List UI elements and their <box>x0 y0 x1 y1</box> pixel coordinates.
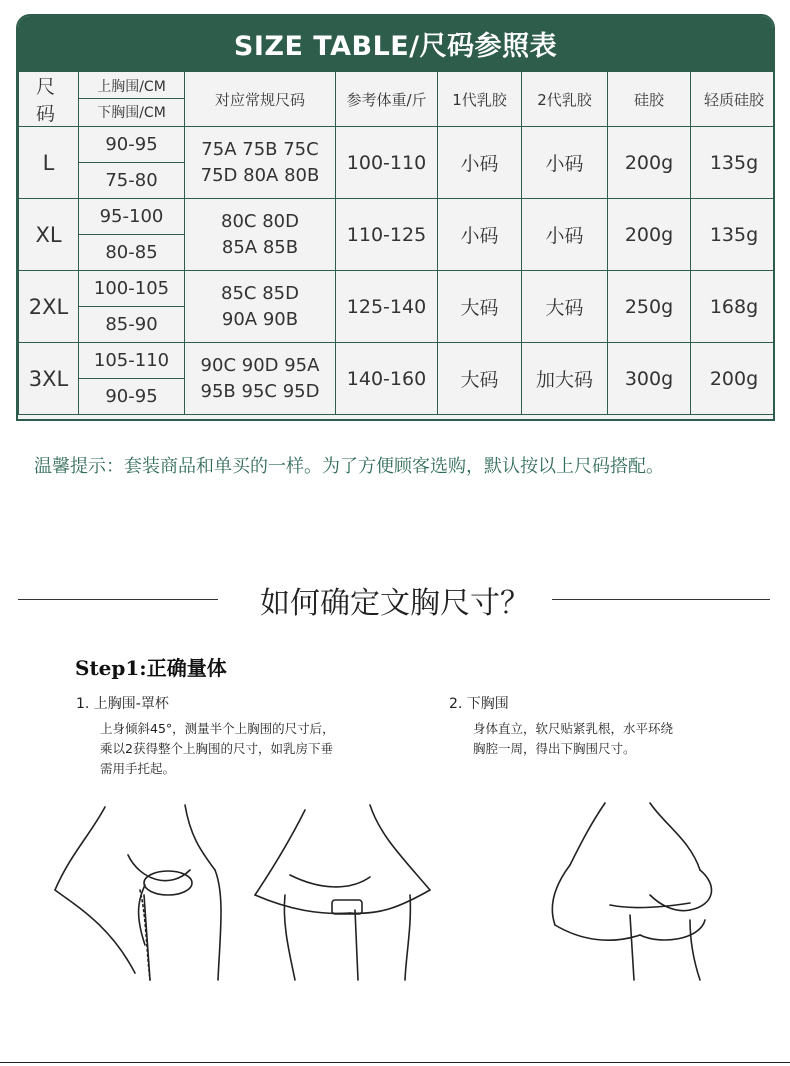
instruction-under-bust <box>449 693 749 759</box>
under-bust-value: 75-80 <box>79 163 185 199</box>
light-silicone-value: 135g <box>691 127 776 199</box>
header-latex1: 1代乳胶 <box>438 72 522 127</box>
header-size: 尺 码 <box>19 72 79 127</box>
divider-left <box>18 599 218 600</box>
latex1-value: 大码 <box>438 271 522 343</box>
silicone-value: 250g <box>608 271 691 343</box>
instruction-heading: 1. 上胸围-罩杯 <box>76 696 169 712</box>
figure-upper-bust-back <box>255 805 430 980</box>
figure-upper-bust-front <box>55 805 221 980</box>
latex2-value: 小码 <box>522 127 608 199</box>
header-regular-size: 对应常规尺码 <box>185 72 336 127</box>
instruction-body: 上身倾斜45°，测量半个上胸围的尺寸后， 乘以2获得整个上胸围的尺寸，如乳房下垂 需用手托起。 <box>100 721 335 776</box>
figure-under-bust <box>552 803 711 980</box>
header-bust <box>79 72 185 127</box>
light-silicone-value: 135g <box>691 199 776 271</box>
header-under-bust: 下胸围/CM <box>97 105 166 121</box>
header-latex2: 2代乳胶 <box>522 72 608 127</box>
regular-size-value: 85C 85D 90A 90B <box>185 271 336 343</box>
latex2-value: 加大码 <box>522 343 608 415</box>
row-size: L <box>19 127 79 199</box>
row-size: 3XL <box>19 343 79 415</box>
header-upper-bust: 上胸围/CM <box>79 73 184 99</box>
how-to-title-row <box>18 578 770 622</box>
tip-text: 温馨提示：套装商品和单买的一样。为了方便顾客选购，默认按以上尺码搭配。 <box>34 456 664 477</box>
weight-value: 100-110 <box>336 127 438 199</box>
latex1-value: 小码 <box>438 127 522 199</box>
weight-value: 125-140 <box>336 271 438 343</box>
header-silicone: 硅胶 <box>608 72 691 127</box>
under-bust-value: 90-95 <box>79 379 185 415</box>
instruction-heading: 2. 下胸围 <box>449 696 509 712</box>
table-row <box>19 271 776 307</box>
header-light-silicone: 轻质硅胶 <box>691 72 776 127</box>
under-bust-value: 80-85 <box>79 235 185 271</box>
under-bust-value: 85-90 <box>79 307 185 343</box>
regular-size-value: 80C 80D 85A 85B <box>185 199 336 271</box>
measuring-illustrations <box>50 795 750 995</box>
bottom-divider <box>0 1062 790 1063</box>
latex2-value: 小码 <box>522 199 608 271</box>
row-size: 2XL <box>19 271 79 343</box>
row-size: XL <box>19 199 79 271</box>
size-table <box>18 71 775 415</box>
weight-value: 110-125 <box>336 199 438 271</box>
step1-title: Step1:正确量体 <box>75 656 227 680</box>
divider-right <box>552 599 770 600</box>
light-silicone-value: 200g <box>691 343 776 415</box>
table-row <box>19 127 776 163</box>
latex2-value: 大码 <box>522 271 608 343</box>
silicone-value: 200g <box>608 199 691 271</box>
light-silicone-value: 168g <box>691 271 776 343</box>
table-row <box>19 199 776 235</box>
header-weight: 参考体重/斤 <box>336 72 438 127</box>
table-row <box>19 343 776 379</box>
size-table-card <box>16 14 775 421</box>
latex1-value: 小码 <box>438 199 522 271</box>
regular-size-value: 90C 90D 95A 95B 95C 95D <box>185 343 336 415</box>
instruction-body: 身体直立，软尺贴紧乳根，水平环绕 胸腔一周，得出下胸围尺寸。 <box>473 721 674 756</box>
upper-bust-value: 90-95 <box>79 127 185 163</box>
instruction-upper-bust <box>76 693 416 779</box>
upper-bust-value: 100-105 <box>79 271 185 307</box>
latex1-value: 大码 <box>438 343 522 415</box>
size-table-title: SIZE TABLE/尺码参照表 <box>18 16 773 71</box>
silicone-value: 300g <box>608 343 691 415</box>
how-to-title: 如何确定文胸尺寸？ <box>260 586 530 621</box>
upper-bust-value: 105-110 <box>79 343 185 379</box>
silicone-value: 200g <box>608 127 691 199</box>
regular-size-value: 75A 75B 75C 75D 80A 80B <box>185 127 336 199</box>
weight-value: 140-160 <box>336 343 438 415</box>
upper-bust-value: 95-100 <box>79 199 185 235</box>
